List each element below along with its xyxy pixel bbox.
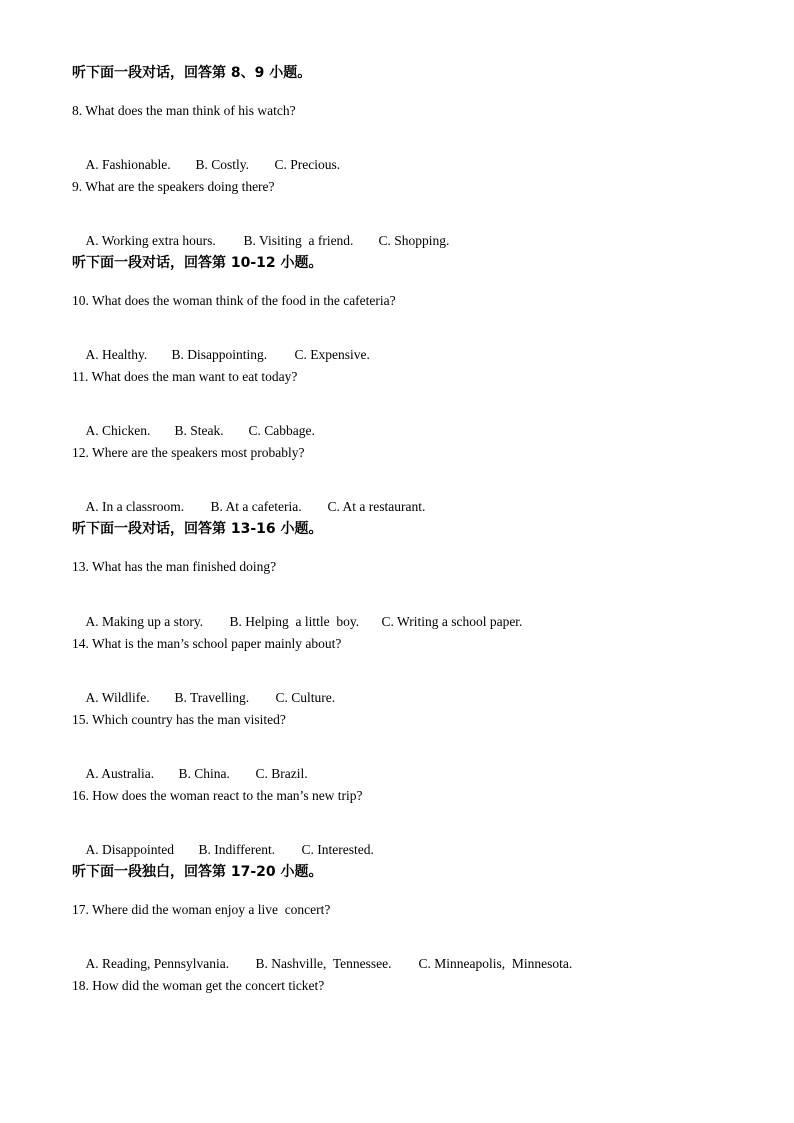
option-b: B. Nashville, Tennessee. [255, 956, 392, 971]
option-b: B. China. [178, 766, 230, 781]
question-13: 13. What has the man finished doing? [72, 559, 277, 574]
option-c: C. Culture. [275, 690, 336, 705]
option-b: B. Indifferent. [198, 842, 276, 857]
option-a: A. In a classroom. [85, 499, 185, 514]
section-heading: 听下面一段对话，回答第 10-12 小题。 [72, 255, 323, 271]
option-b: B. Visiting a friend. [243, 233, 354, 248]
question-17: 17. Where did the woman enjoy a live concert? [72, 902, 331, 917]
option-c: C. Minneapolis, Minnesota. [418, 956, 573, 971]
question-12: 12. Where are the speakers most probably? [72, 445, 305, 460]
option-b: B. Costly. [195, 157, 250, 172]
option-a: A. Reading, Pennsylvania. [85, 956, 230, 971]
question-9: 9. What are the speakers doing there? [72, 179, 275, 194]
question-11: 11. What does the man want to eat today? [72, 369, 298, 384]
question-18: 18. How did the woman get the concert ticket? [72, 978, 325, 993]
question-16: 16. How does the woman react to the man’s new trip? [72, 788, 363, 803]
question-8: 8. What does the man think of his watch? [72, 103, 296, 118]
option-c: C. Cabbage. [248, 423, 315, 438]
section-heading: 听下面一段对话，回答第 8、9 小题。 [72, 65, 312, 81]
option-b: B. Steak. [174, 423, 224, 438]
option-c: C. At a restaurant. [327, 499, 426, 514]
section-heading: 听下面一段独白，回答第 17-20 小题。 [72, 864, 323, 880]
option-a: A. Healthy. [85, 347, 148, 362]
option-a: A. Working extra hours. [85, 233, 216, 248]
option-c: C. Shopping. [378, 233, 450, 248]
option-c: C. Writing a school paper. [381, 614, 523, 629]
option-b: B. Travelling. [174, 690, 250, 705]
question-15: 15. Which country has the man visited? [72, 712, 286, 727]
option-a: A. Making up a story. [85, 614, 204, 629]
option-c: C. Interested. [301, 842, 374, 857]
option-a: A. Disappointed [85, 842, 174, 857]
option-c: C. Expensive. [294, 347, 370, 362]
section-heading: 听下面一段对话，回答第 13-16 小题。 [72, 521, 323, 537]
question-14: 14. What is the man’s school paper mainly about? [72, 636, 342, 651]
option-a: A. Australia. [85, 766, 155, 781]
option-b: B. Helping a little boy. [229, 614, 360, 629]
question-10: 10. What does the woman think of the food in the cafeteria? [72, 293, 396, 308]
option-a: A. Chicken. [85, 423, 151, 438]
option-b: B. Disappointing. [171, 347, 268, 362]
option-a: A. Fashionable. [85, 157, 171, 172]
option-c: C. Precious. [274, 157, 341, 172]
option-c: C. Brazil. [255, 766, 308, 781]
option-b: B. At a cafeteria. [210, 499, 302, 514]
option-a: A. Wildlife. [85, 690, 150, 705]
